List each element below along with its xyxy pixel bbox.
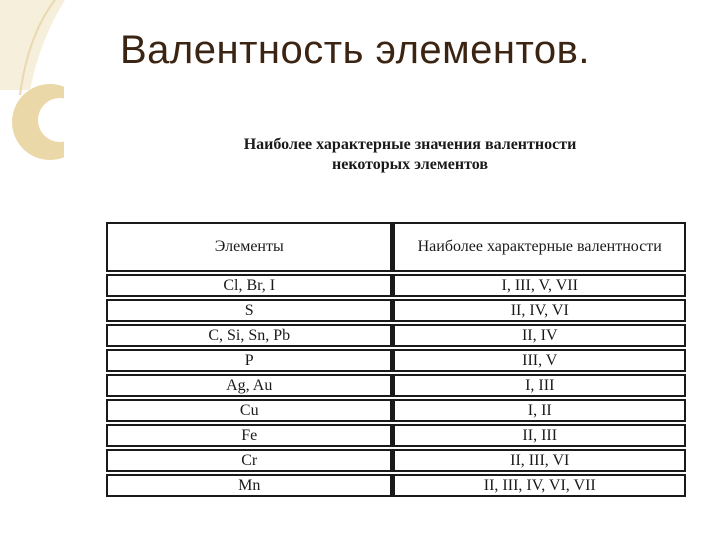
- page-title: Валентность элементов.: [120, 28, 590, 72]
- cell-elements: Fe: [106, 424, 392, 447]
- cell-valence: I, III, V, VII: [392, 274, 686, 297]
- table-row: [106, 299, 686, 322]
- cell-elements: C, Si, Sn, Pb: [106, 324, 392, 347]
- table-row: [106, 474, 686, 497]
- header-valence: Наиболее характерные валентности: [392, 222, 686, 272]
- caption-line-2: некоторых элементов: [332, 156, 488, 173]
- table-row: [106, 349, 686, 372]
- valence-table-container: [106, 220, 686, 494]
- cell-valence: II, III, VI: [392, 449, 686, 472]
- cell-valence: I, II: [392, 399, 686, 422]
- table-caption: [160, 135, 660, 175]
- decor-mask: [64, 80, 100, 160]
- cell-valence: II, III: [392, 424, 686, 447]
- cell-elements: Cu: [106, 399, 392, 422]
- decor-light-shape: [0, 0, 65, 90]
- cell-valence: II, IV, VI: [392, 299, 686, 322]
- cell-elements: Cr: [106, 449, 392, 472]
- valence-table: [106, 220, 686, 499]
- table-row: [106, 424, 686, 447]
- table-row: [106, 449, 686, 472]
- cell-valence: I, III: [392, 374, 686, 397]
- table-row: [106, 274, 686, 297]
- table-header-row: [106, 222, 686, 272]
- cell-valence: II, IV: [392, 324, 686, 347]
- decorative-swirl: [0, 0, 100, 200]
- table-row: [106, 399, 686, 422]
- cell-valence: III, V: [392, 349, 686, 372]
- header-elements: Элементы: [106, 222, 392, 272]
- cell-valence: II, III, IV, VI, VII: [392, 474, 686, 497]
- caption-line-1: Наиболее характерные значения валентности: [243, 136, 577, 153]
- table-row: [106, 374, 686, 397]
- cell-elements: Mn: [106, 474, 392, 497]
- table-row: [106, 324, 686, 347]
- cell-elements: Cl, Br, I: [106, 274, 392, 297]
- cell-elements: P: [106, 349, 392, 372]
- cell-elements: S: [106, 299, 392, 322]
- cell-elements: Ag, Au: [106, 374, 392, 397]
